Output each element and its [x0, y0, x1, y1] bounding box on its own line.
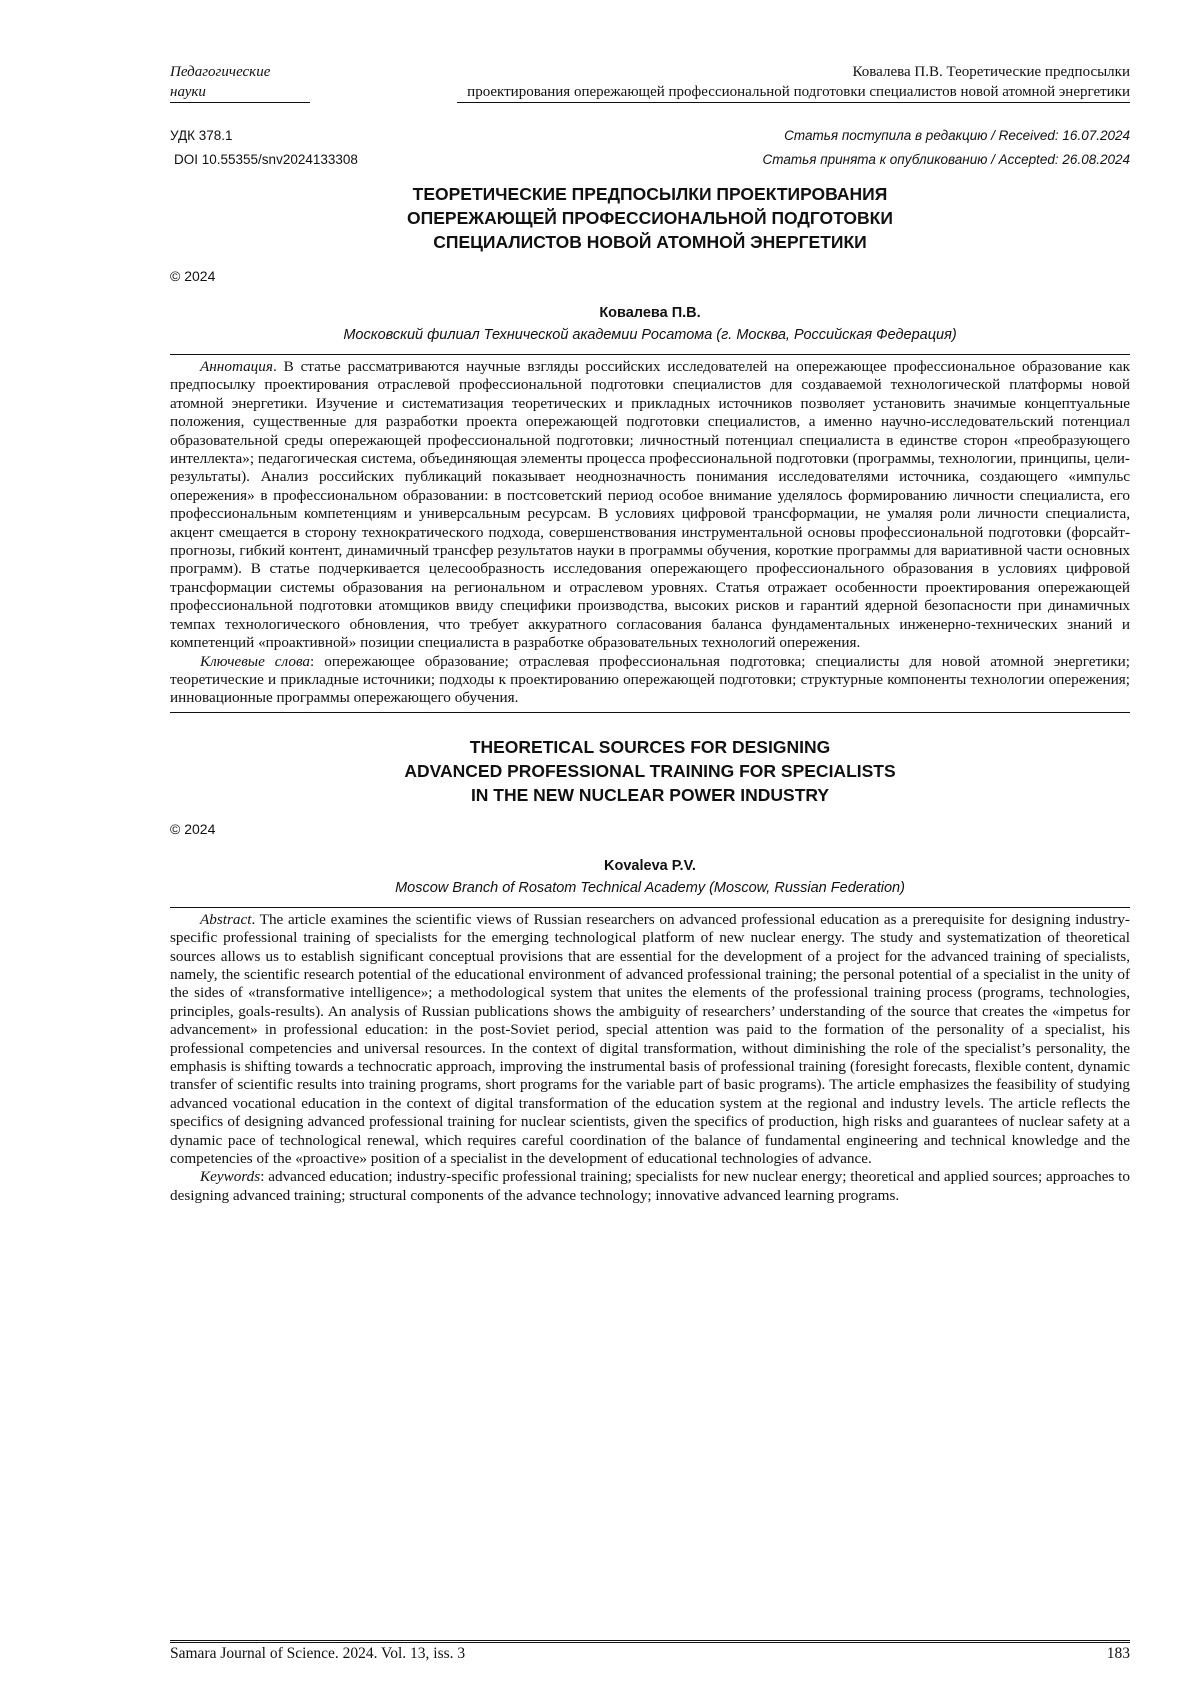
affiliation-en: Moscow Branch of Rosatom Technical Academy (Moscow, Russian Federation): [170, 877, 1130, 899]
running-header-section-line2: науки: [170, 82, 310, 103]
keywords-ru: [170, 653, 1130, 708]
title-en-line: IN THE NEW NUCLEAR POWER INDUSTRY: [170, 783, 1130, 807]
title-en-line: THEORETICAL SOURCES FOR DESIGNING: [170, 735, 1130, 759]
keywords-ru-label: Ключевые слова: [200, 653, 310, 670]
abstract-en-label: Abstract: [200, 911, 251, 928]
keywords-en-text: : advanced education; industry-specific professional training; specialists for new nuclear energy; theoretical and applied sources; approaches to designing advanced training; structural components of the advance technology; innovative advanced learning programs.: [170, 1168, 1130, 1203]
received-date: Статья поступила в редакцию / Received: 16.07.2024: [763, 124, 1130, 148]
running-header: [170, 62, 1130, 106]
abstract-ru-text: . В статье рассматриваются научные взгляды российских исследователей на опережающее профессиональное образование как предпосылку проектирования отраслевой профессиональной подготовки специалистов для создаваемой технологической платформы новой атомной энергетики. Изучение и систематизация теоретических и прикладных источников позволяет установить значимые концептуальные положения, существенные для разработки проекта опережающей подготовки специалистов, а именно научно-исследовательский потенциал образовательной среды опережающей профессиональной подготовки; личностный потенциал специалиста в единстве сторон «преобразующего интеллекта»; педагогическая система, объединяющая элементы процесса профессиональной подготовки (программы, технологии, принципы, цели-результаты). Анализ российских публикаций показывает неоднозначность понимания исследователями источника, создающего «импульс опережения» в профессиональном образовании: в постсоветский период особое внимание уделялось формированию личности специалиста, его профессиональным компетенциям и универсальным ресурсам. В условиях цифровой трансформации, не умаляя роли личности специалиста, акцент смещается в сторону технократического подхода, совершенствования инструментальной основы профессиональной подготовки (форсайт-прогнозы, гибкий контент, динамичный трансфер результатов науки в программы обучения, короткие программы для вариативной части основных программ). В статье подчеркивается целесообразность исследования опережающего профессионального образования в условиях цифровой трансформации системы образования на региональном и отраслевом уровнях. Статья отражает особенности проектирования опережающей профессиональной подготовки атомщиков ввиду специфики производства, высоких рисков и гарантий ядерной безопасности при динамичных темпах технологического обновления, что требует аккуратного согласования баланса фундаментальных инженерно-технических знаний и компетенций «проактивной» позиции специалиста в разработке образовательных технологий опережения.: [170, 358, 1130, 651]
page-number: 183: [1107, 1645, 1130, 1663]
title-ru-line: ОПЕРЕЖАЮЩЕЙ ПРОФЕССИОНАЛЬНОЙ ПОДГОТОВКИ: [170, 206, 1130, 230]
running-header-article-line1: Ковалева П.В. Теоретические предпосылки: [853, 64, 1130, 80]
accepted-date: Статья принята к опубликованию / Accepted: 26.08.2024: [763, 148, 1130, 172]
running-header-article-line2: проектирования опережающей профессиональной подготовки специалистов новой атомной энергетики: [457, 82, 1130, 103]
page-footer: [170, 1640, 1130, 1663]
affiliation-ru: Московский филиал Технической академии Росатома (г. Москва, Российская Федерация): [170, 324, 1130, 346]
keywords-en: [170, 1168, 1130, 1205]
udc-code: УДК 378.1: [170, 124, 358, 148]
abstract-en-box: [170, 907, 1130, 1210]
doi: DOI 10.55355/snv2024133308: [170, 148, 358, 172]
abstract-en: [170, 911, 1130, 1169]
author-ru: Ковалева П.В.: [170, 302, 1130, 324]
article-meta: [170, 124, 1130, 176]
copyright-ru: © 2024: [170, 268, 1130, 288]
article-dates: [763, 124, 1130, 172]
copyright-en: © 2024: [170, 821, 1130, 841]
page: [170, 62, 1130, 1209]
title-en: [170, 735, 1130, 807]
abstract-ru-box: [170, 354, 1130, 713]
abstract-en-text: . The article examines the scientific views of Russian researchers on advanced professional education as a prerequisite for designing industry-specific professional training of specialists for the emerging technological platform of new nuclear energy. The study and systematization of theoretical sources allows us to establish significant conceptual provisions that are essential for the development of a project for the advanced training of specialists, namely, the scientific research potential of the educational environment of advanced professional training; the personal potential of a specialist in the unity of the sides of «transformative intelligence»; a methodological system that unites the elements of the professional training process (programs, technologies, principles, goals-results). An analysis of Russian publications shows the ambiguity of researchers’ understanding of the source that creates the «impetus for advancement» in professional education: in the post-Soviet period, special attention was paid to the formation of the personality of a specialist, his professional competencies and universal resources. In the context of digital transformation, without diminishing the role of the specialist’s personality, the emphasis is shifting towards a technocratic approach, improving the instrumental basis of professional training (foresight forecasts, flexible content, dynamic transfer of scientific results into training programs, short programs for the variable part of basic programs). The article emphasizes the feasibility of studying advanced vocational education in the context of digital transformation of the education system at the regional and industry levels. The article reflects the specifics of designing advanced professional training for nuclear scientists, given the specifics of production, high risks and guarantees of nuclear safety at a dynamic pace of technological renewal, which requires careful coordination of the balance of fundamental engineering and technical knowledge and the competencies of the «proactive» position of a specialist in the development of educational technologies of advance.: [170, 911, 1130, 1167]
keywords-ru-text: : опережающее образование; отраслевая профессиональная подготовка; специалисты для новой атомной энергетики; теоретические и прикладные источники; подходы к проектированию опережающей подготовки; структурные компоненты технологии опережения; инновационные программы опережающего обучения.: [170, 653, 1130, 707]
title-ru-line: ТЕОРЕТИЧЕСКИЕ ПРЕДПОСЫЛКИ ПРОЕКТИРОВАНИЯ: [170, 182, 1130, 206]
running-header-section: [170, 62, 310, 103]
article-ids: [170, 124, 358, 172]
running-header-section-line1: Педагогические: [170, 64, 270, 80]
abstract-ru: [170, 358, 1130, 653]
author-en: Kovaleva P.V.: [170, 855, 1130, 877]
keywords-en-label: Keywords: [200, 1168, 260, 1185]
abstract-ru-label: Аннотация: [200, 358, 273, 375]
journal-citation: Samara Journal of Science. 2024. Vol. 13, iss. 3: [170, 1645, 465, 1662]
title-ru-line: СПЕЦИАЛИСТОВ НОВОЙ АТОМНОЙ ЭНЕРГЕТИКИ: [170, 230, 1130, 254]
running-header-article: [457, 62, 1130, 103]
title-ru: [170, 182, 1130, 254]
title-en-line: ADVANCED PROFESSIONAL TRAINING FOR SPECIALISTS: [170, 759, 1130, 783]
